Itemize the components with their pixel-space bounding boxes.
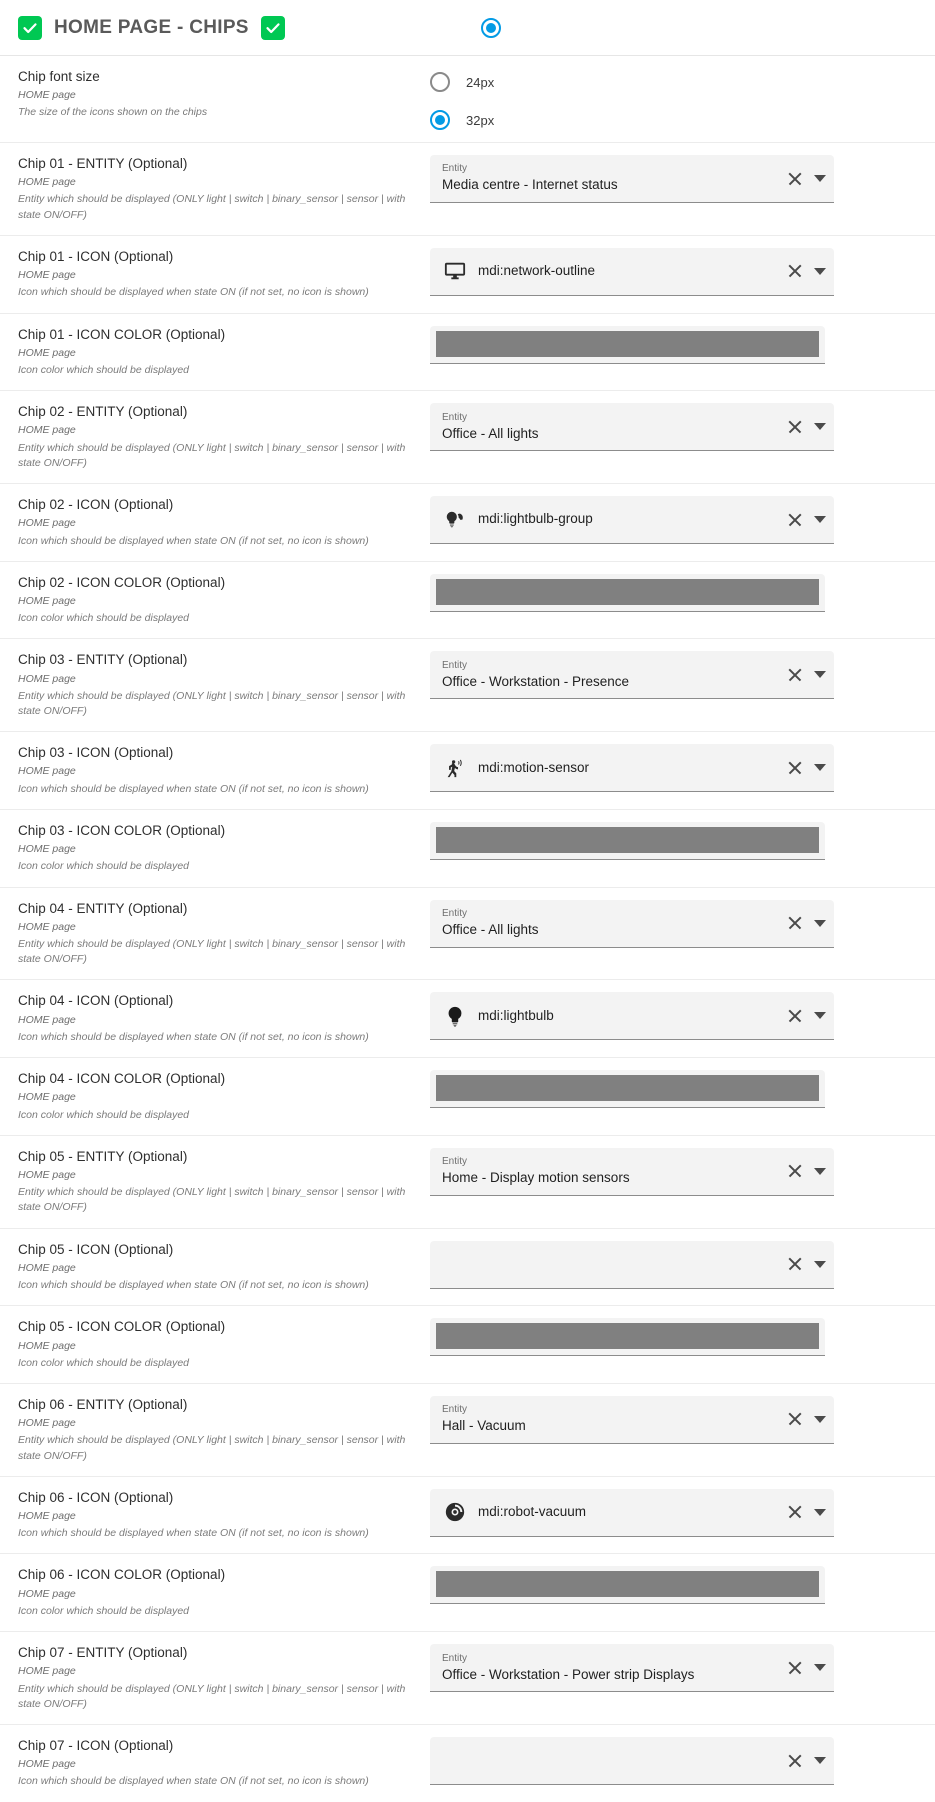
row-label-block (18, 155, 430, 223)
chevron-down-icon[interactable] (814, 268, 826, 275)
row-description: Entity which should be displayed (ONLY light | switch | binary_sensor | sensor | with state ON/OFF) (18, 1434, 406, 1462)
field-actions (786, 170, 826, 188)
row-description: Icon color which should be displayed (18, 860, 190, 873)
icon-picker-field[interactable] (430, 496, 834, 544)
clear-icon[interactable] (786, 1255, 804, 1273)
chevron-down-icon[interactable] (814, 516, 826, 523)
row-icon (0, 484, 935, 562)
row-control-block (430, 1396, 935, 1444)
row-entity (0, 143, 935, 236)
field-actions (786, 1503, 826, 1521)
chevron-down-icon[interactable] (814, 920, 826, 927)
font-size-options (430, 68, 915, 130)
entity-picker-field[interactable] (430, 900, 834, 948)
icon-picker-field[interactable] (430, 744, 834, 792)
row-label-block (18, 403, 430, 471)
row-label: Chip 05 - ENTITY (Optional) (18, 1148, 188, 1164)
clear-icon[interactable] (786, 914, 804, 932)
robot-vacuum-icon (442, 1499, 468, 1525)
row-description: Entity which should be displayed (ONLY light | switch | binary_sensor | sensor | with state ON/OFF) (18, 441, 406, 469)
chevron-down-icon[interactable] (814, 1261, 826, 1268)
row-description: Icon which should be displayed when state ON (if not set, no icon is shown) (18, 1527, 369, 1540)
chevron-down-icon[interactable] (814, 1012, 826, 1019)
field-caption: Entity (442, 1652, 468, 1664)
clear-icon[interactable] (786, 1503, 804, 1521)
color-swatch[interactable] (436, 1323, 819, 1349)
chevron-down-icon[interactable] (814, 764, 826, 771)
color-swatch[interactable] (436, 579, 819, 605)
row-label-block (18, 900, 430, 968)
row-entity (0, 1632, 935, 1725)
row-description: Entity which should be displayed (ONLY light | switch | binary_sensor | sensor | with state ON/OFF) (18, 938, 406, 966)
row-description: Icon color which should be displayed (18, 612, 190, 625)
row-description: Icon which should be displayed when state ON (if not set, no icon is shown) (18, 1775, 369, 1788)
row-page: HOME page (18, 1417, 76, 1430)
row-label: Chip 01 - ICON (Optional) (18, 248, 174, 264)
field-caption: Entity (442, 659, 468, 671)
row-label-block (18, 651, 430, 719)
field-actions (786, 1162, 826, 1180)
icon-placeholder (442, 1251, 468, 1277)
field-texts (478, 1504, 778, 1520)
row-control-block (430, 496, 935, 544)
row-description: Icon which should be displayed when state ON (if not set, no icon is shown) (18, 782, 369, 795)
row-description: Icon which should be displayed when state ON (if not set, no icon is shown) (18, 1279, 369, 1292)
row-description: Icon which should be displayed when state ON (if not set, no icon is shown) (18, 286, 369, 299)
row-control-block (430, 1070, 935, 1108)
row-color (0, 810, 935, 888)
row-control-block (430, 651, 935, 699)
color-picker-field[interactable] (430, 1070, 825, 1108)
row-page: HOME page (18, 346, 76, 359)
row-label: Chip 02 - ICON COLOR (Optional) (18, 574, 226, 590)
row-page: HOME page (18, 920, 76, 933)
row-entity (0, 639, 935, 732)
entity-picker-field[interactable] (430, 1148, 834, 1196)
row-color (0, 1306, 935, 1384)
field-texts (478, 511, 778, 527)
clear-icon[interactable] (786, 759, 804, 777)
field-texts (442, 908, 778, 938)
row-label-block (18, 1489, 430, 1542)
field-texts (478, 1008, 778, 1024)
row-control-block (430, 326, 935, 364)
entity-value[interactable]: Office - All lights (442, 921, 539, 937)
chevron-down-icon[interactable] (814, 423, 826, 430)
row-label: Chip 03 - ENTITY (Optional) (18, 652, 188, 668)
icon-picker-field[interactable] (430, 248, 834, 296)
color-swatch[interactable] (436, 331, 819, 357)
field-caption: Entity (442, 907, 468, 919)
row-label: Chip 03 - ICON COLOR (Optional) (18, 822, 226, 838)
chevron-down-icon[interactable] (814, 1757, 826, 1764)
row-label: Chip 02 - ENTITY (Optional) (18, 404, 188, 420)
row-label: Chip font size (18, 69, 100, 84)
row-label: Chip 06 - ICON COLOR (Optional) (18, 1567, 226, 1583)
color-swatch[interactable] (436, 1571, 819, 1597)
field-caption: Entity (442, 1156, 468, 1168)
row-page: HOME page (18, 672, 76, 685)
color-picker-field[interactable] (430, 822, 825, 860)
row-label: Chip 01 - ENTITY (Optional) (18, 156, 188, 171)
row-page: HOME page (18, 1510, 76, 1523)
row-label: Chip 04 - ENTITY (Optional) (18, 900, 188, 916)
row-page: HOME page (18, 1168, 76, 1181)
field-texts (442, 412, 778, 442)
monitor-icon (442, 258, 468, 284)
row-page: HOME page (18, 424, 76, 437)
row-label-block (18, 1566, 430, 1619)
icon-picker-field[interactable] (430, 1737, 834, 1785)
color-picker-field[interactable] (430, 1318, 825, 1356)
field-caption: Entity (442, 411, 468, 423)
row-page: HOME page (18, 517, 76, 530)
row-control-block (430, 1737, 935, 1785)
row-description: Icon color which should be displayed (18, 363, 190, 376)
row-label-block (18, 1070, 430, 1123)
row-label: Chip 06 - ENTITY (Optional) (18, 1396, 188, 1412)
entity-picker-field[interactable] (430, 403, 834, 451)
lightbulb-icon (442, 1003, 468, 1029)
radio-24px[interactable] (430, 72, 450, 92)
chevron-down-icon[interactable] (814, 671, 826, 678)
row-label: Chip 07 - ICON (Optional) (18, 1738, 174, 1753)
row-control-block (430, 248, 935, 296)
row-control-block (430, 992, 935, 1040)
row-label: Chip 06 - ICON (Optional) (18, 1489, 174, 1505)
entity-picker-field[interactable] (430, 1644, 834, 1692)
page-title: HOME PAGE - CHIPS (54, 16, 249, 38)
chevron-down-icon[interactable] (814, 1664, 826, 1671)
row-page: HOME page (18, 89, 76, 102)
entity-value[interactable]: Office - All lights (442, 425, 539, 441)
entity-picker-field[interactable] (430, 1396, 834, 1444)
radio-24px-label: 24px (466, 74, 495, 90)
row-control-block (430, 574, 935, 612)
row-color (0, 1554, 935, 1632)
field-caption: Entity (442, 1404, 468, 1416)
icon-value[interactable]: mdi:robot-vacuum (478, 1504, 587, 1520)
clear-icon[interactable] (786, 1659, 804, 1677)
color-swatch[interactable] (436, 1075, 819, 1101)
row-label-block (18, 248, 430, 301)
row-page: HOME page (18, 1091, 76, 1104)
row-control-block (430, 1566, 935, 1604)
field-texts (442, 1653, 778, 1683)
entity-picker-field[interactable] (430, 155, 834, 203)
color-swatch[interactable] (436, 827, 819, 853)
icon-picker-field[interactable] (430, 1489, 834, 1537)
row-label-block (18, 496, 430, 549)
field-actions (786, 666, 826, 684)
font-size-option-24[interactable] (430, 72, 915, 92)
icon-placeholder (442, 1748, 468, 1774)
chevron-down-icon[interactable] (814, 1509, 826, 1516)
row-page: HOME page (18, 269, 76, 282)
icon-value[interactable]: mdi:motion-sensor (478, 759, 590, 775)
field-actions (786, 418, 826, 436)
chevron-down-icon[interactable] (814, 1416, 826, 1423)
row-label-block (18, 744, 430, 797)
row-label: Chip 05 - ICON (Optional) (18, 1241, 174, 1257)
row-entity (0, 888, 935, 981)
row-icon (0, 236, 935, 314)
row-control-block (430, 744, 935, 792)
row-description: Icon color which should be displayed (18, 1604, 190, 1617)
row-color (0, 1058, 935, 1136)
row-icon (0, 1229, 935, 1307)
field-texts (442, 1404, 778, 1434)
clear-icon[interactable] (786, 1007, 804, 1025)
row-description: Icon which should be displayed when state ON (if not set, no icon is shown) (18, 1030, 369, 1043)
row-entity (0, 1136, 935, 1229)
clear-icon[interactable] (786, 262, 804, 280)
header-checkbox-left[interactable] (18, 16, 42, 40)
row-description: Entity which should be displayed (ONLY light | switch | binary_sensor | sensor | with state ON/OFF) (18, 689, 406, 718)
row-label-block (18, 1396, 430, 1464)
row-label-block (18, 1318, 430, 1371)
row-control-block (430, 1241, 935, 1289)
row-description: Entity which should be displayed (ONLY light | switch | binary_sensor | sensor | with state ON/OFF) (18, 193, 406, 221)
row-page: HOME page (18, 1013, 76, 1026)
row-label-block (18, 992, 430, 1045)
row-page: HOME page (18, 1339, 76, 1352)
clear-icon[interactable] (786, 666, 804, 684)
icon-picker-field[interactable] (430, 1241, 834, 1289)
field-texts (442, 1156, 778, 1186)
row-label-block (18, 1148, 430, 1216)
clear-icon[interactable] (786, 1162, 804, 1180)
row-icon (0, 980, 935, 1058)
field-texts (442, 163, 778, 193)
field-texts (478, 760, 778, 776)
motion-sensor-icon (442, 755, 468, 781)
row-label-block (18, 326, 430, 379)
entity-value[interactable]: Office - Workstation - Presence (442, 673, 630, 689)
color-picker-field[interactable] (430, 1566, 825, 1604)
row-label-block (18, 1241, 430, 1294)
row-color (0, 314, 935, 392)
row-icon (0, 1477, 935, 1555)
row-control-block (430, 155, 935, 203)
radio-32px-label: 32px (466, 112, 495, 128)
clear-icon[interactable] (786, 1752, 804, 1770)
row-page: HOME page (18, 1665, 76, 1678)
row-page: HOME page (18, 1587, 76, 1600)
row-page: HOME page (18, 843, 76, 856)
radio-32px[interactable] (430, 110, 450, 130)
field-actions (786, 1752, 826, 1770)
row-label-block (18, 68, 430, 121)
field-caption: Entity (442, 163, 468, 175)
page-header (0, 0, 935, 56)
row-control-block (430, 403, 935, 451)
row-control-block (430, 1318, 935, 1356)
icon-picker-field[interactable] (430, 992, 834, 1040)
row-label-block (18, 822, 430, 875)
entity-picker-field[interactable] (430, 651, 834, 699)
row-entity (0, 391, 935, 484)
row-description: Entity which should be displayed (ONLY light | switch | binary_sensor | sensor | with state ON/OFF) (18, 1682, 406, 1710)
icon-value[interactable]: mdi:lightbulb-group (478, 511, 593, 527)
field-actions (786, 1007, 826, 1025)
row-page: HOME page (18, 594, 76, 607)
entity-value[interactable]: Office - Workstation - Power strip Displays (442, 1666, 695, 1682)
row-label: Chip 03 - ICON (Optional) (18, 745, 174, 761)
clear-icon[interactable] (786, 418, 804, 436)
clear-icon[interactable] (786, 1410, 804, 1428)
clear-icon[interactable] (786, 511, 804, 529)
row-label-block (18, 1644, 430, 1712)
font-size-option-32[interactable] (430, 110, 915, 130)
row-label: Chip 02 - ICON (Optional) (18, 497, 174, 513)
row-description: Icon color which should be displayed (18, 1108, 190, 1121)
row-control-block (430, 822, 935, 860)
row-label: Chip 05 - ICON COLOR (Optional) (18, 1319, 226, 1335)
row-label: Chip 01 - ICON COLOR (Optional) (18, 326, 226, 342)
row-icon (0, 1725, 935, 1802)
color-picker-field[interactable] (430, 574, 825, 612)
field-actions (786, 1255, 826, 1273)
field-actions (786, 914, 826, 932)
row-entity (0, 1384, 935, 1477)
row-color (0, 562, 935, 640)
row-page: HOME page (18, 176, 76, 189)
header-radio-wrap (481, 18, 501, 38)
header-radio[interactable] (481, 18, 501, 38)
color-picker-field[interactable] (430, 326, 825, 364)
row-control-block (430, 1644, 935, 1692)
row-page: HOME page (18, 1758, 76, 1771)
chevron-down-icon[interactable] (814, 1168, 826, 1175)
clear-icon[interactable] (786, 170, 804, 188)
row-icon (0, 732, 935, 810)
row-label: Chip 07 - ENTITY (Optional) (18, 1645, 188, 1661)
icon-value[interactable]: mdi:lightbulb (478, 1007, 554, 1023)
field-actions (786, 759, 826, 777)
lightbulb-group-icon (442, 507, 468, 533)
row-page: HOME page (18, 765, 76, 778)
row-page: HOME page (18, 1261, 76, 1274)
row-description: The size of the icons shown on the chips (18, 106, 208, 119)
row-label-block (18, 1737, 430, 1790)
row-control-block (430, 900, 935, 948)
entity-value[interactable]: Home - Display motion sensors (442, 1170, 630, 1186)
row-description: Entity which should be displayed (ONLY light | switch | binary_sensor | sensor | with state ON/OFF) (18, 1186, 406, 1214)
chevron-down-icon[interactable] (814, 175, 826, 182)
settings-rows (0, 143, 935, 1802)
field-actions (786, 262, 826, 280)
row-chip-font-size (0, 56, 935, 143)
row-label: Chip 04 - ICON COLOR (Optional) (18, 1071, 226, 1087)
row-description: Icon which should be displayed when state ON (if not set, no icon is shown) (18, 534, 369, 547)
row-description: Icon color which should be displayed (18, 1356, 190, 1369)
field-texts (478, 263, 778, 279)
row-control-block (430, 68, 935, 130)
row-label-block (18, 574, 430, 627)
entity-value[interactable]: Hall - Vacuum (442, 1418, 526, 1434)
field-actions (786, 1659, 826, 1677)
field-actions (786, 1410, 826, 1428)
header-checkbox-right[interactable] (261, 16, 285, 40)
row-label: Chip 04 - ICON (Optional) (18, 993, 174, 1009)
icon-value[interactable]: mdi:network-outline (478, 263, 596, 279)
field-actions (786, 511, 826, 529)
row-control-block (430, 1489, 935, 1537)
entity-value[interactable]: Media centre - Internet status (442, 177, 618, 193)
row-control-block (430, 1148, 935, 1196)
field-texts (442, 660, 778, 690)
